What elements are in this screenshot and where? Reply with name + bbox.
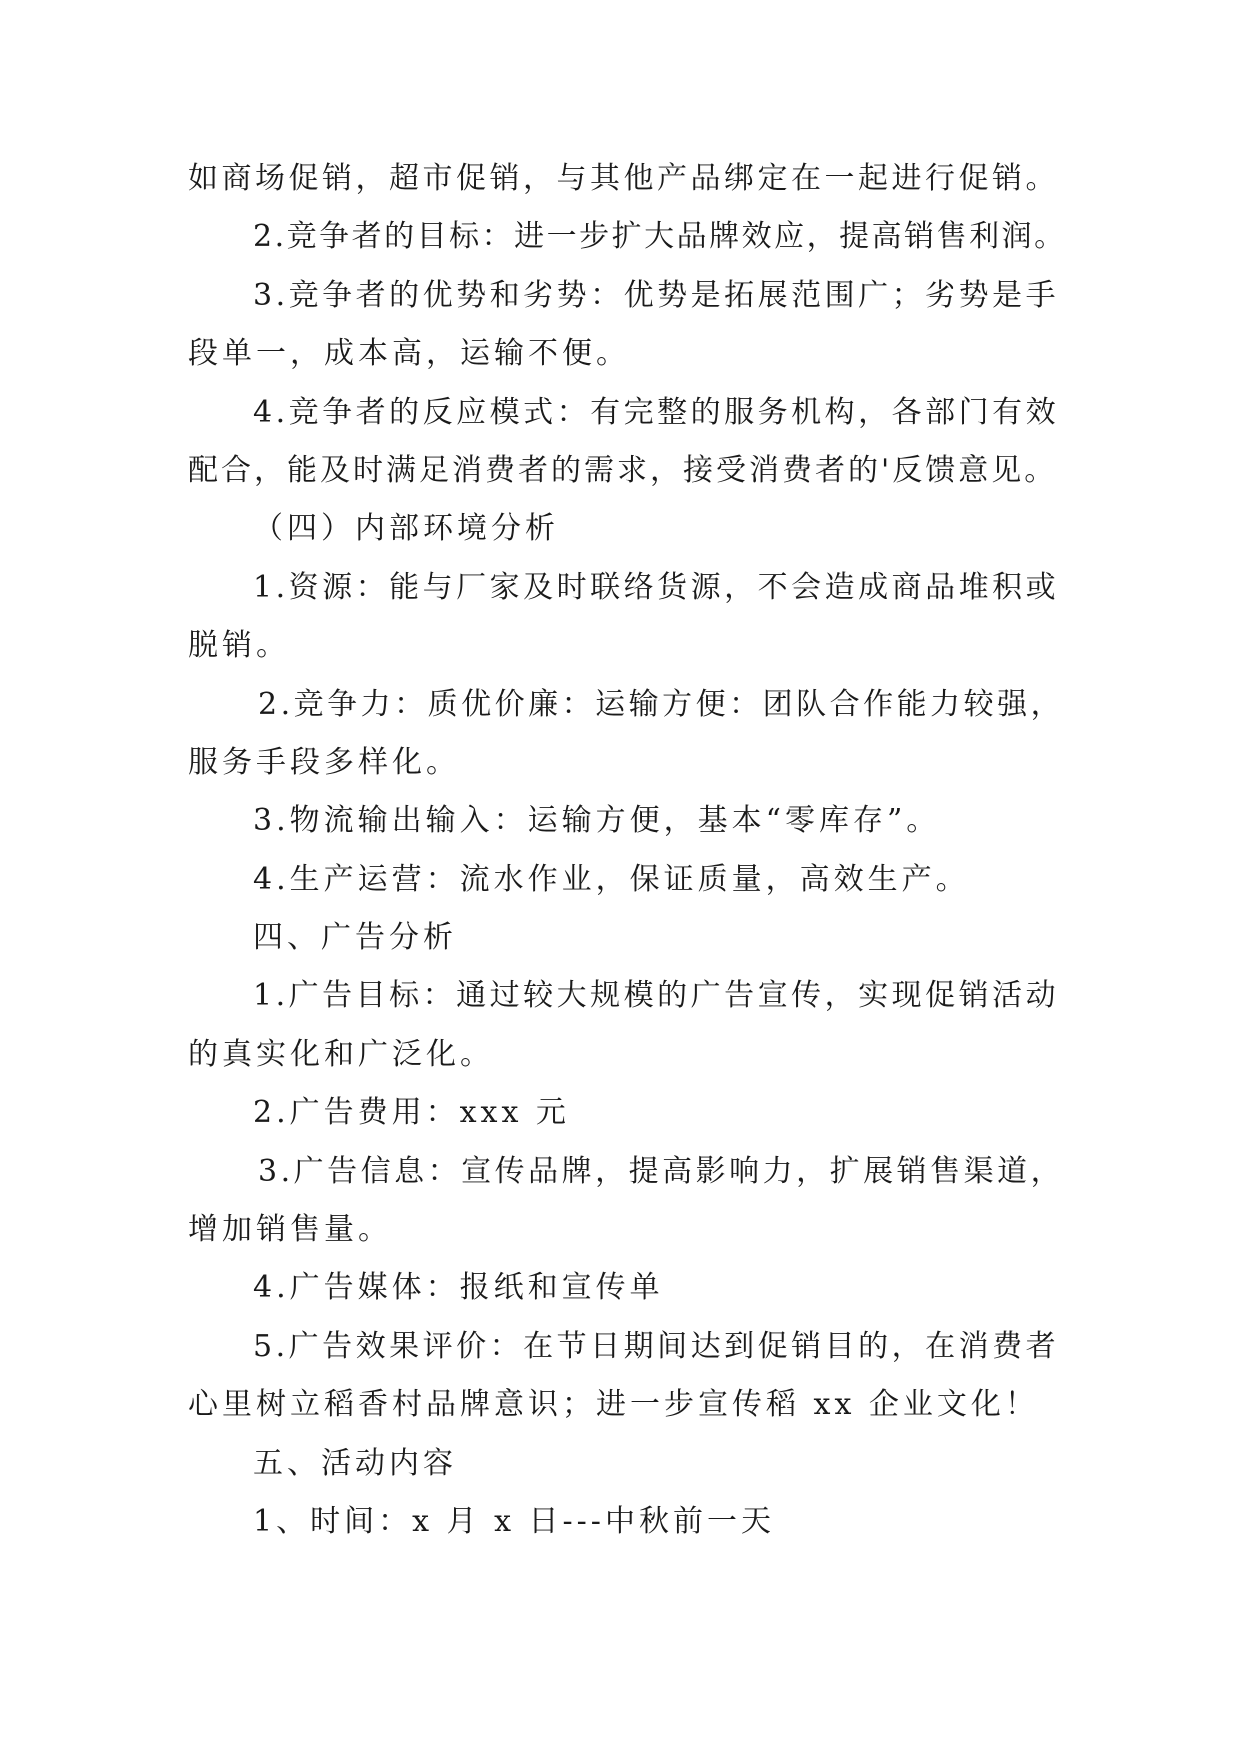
paragraph-line: 1、时间：x 月 x 日---中秋前一天 [253,1503,775,1539]
paragraph-line: 5.广告效果评价：在节日期间达到促销目的，在消费者 [253,1328,1060,1364]
paragraph-line: 3.竞争者的优势和劣势：优势是拓展范围广；劣势是手 [253,277,1060,313]
paragraph-line: 增加销售量。 [188,1212,392,1248]
paragraph-line: 3.广告信息：宣传品牌，提高影响力，扩展销售渠道， [258,1153,1065,1189]
paragraph-line: 脱销。 [188,628,290,664]
paragraph-line: 配合，能及时满足消费者的需求，接受消费者的'反馈意见。 [188,452,1058,488]
paragraph-line: 心里树立稻香村品牌意识；进一步宣传稻 xx 企业文化！ [188,1387,1039,1423]
paragraph-line: 2.竞争力：质优价廉：运输方便：团队合作能力较强， [258,686,1065,722]
paragraph-line: 1.资源：能与厂家及时联络货源，不会造成商品堆积或 [253,569,1060,605]
section-heading: （四）内部环境分析 [253,511,559,547]
paragraph-line: 1.广告目标：通过较大规模的广告宣传，实现促销活动 [253,978,1060,1014]
paragraph-line: 4.生产运营：流水作业，保证质量，高效生产。 [253,861,970,897]
paragraph-line: 4.竞争者的反应模式：有完整的服务机构，各部门有效 [253,394,1060,430]
section-heading: 四、广告分析 [253,920,457,956]
paragraph-line: 3.物流输出输入：运输方便，基本“零库存”。 [253,803,941,839]
paragraph-line: 2.竞争者的目标：进一步扩大品牌效应，提高销售利润。 [253,219,1067,255]
paragraph-line: 2.广告费用：xxx 元 [253,1095,570,1131]
paragraph-line: 服务手段多样化。 [188,744,460,780]
paragraph-line: 4.广告媒体：报纸和宣传单 [253,1270,664,1306]
document-body [188,150,1068,1551]
paragraph-line: 如商场促销，超市促销，与其他产品绑定在一起进行促销。 [188,161,1059,196]
paragraph-line: 段单一，成本高，运输不便。 [188,336,630,372]
paragraph-line: 的真实化和广泛化。 [188,1036,494,1072]
section-heading: 五、活动内容 [253,1445,457,1481]
